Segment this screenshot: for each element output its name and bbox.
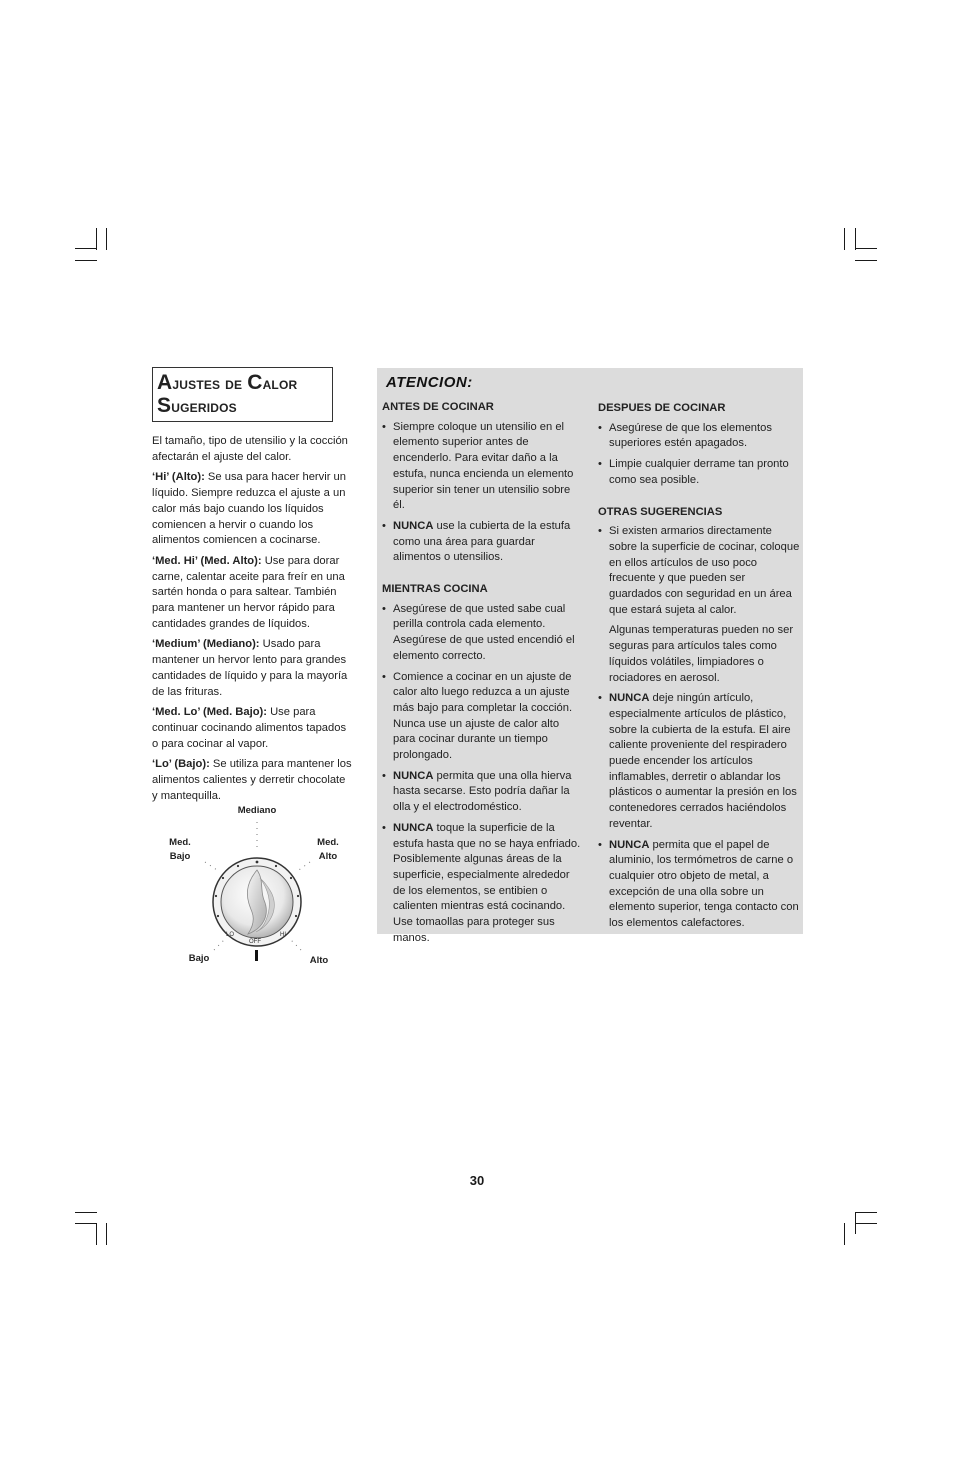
list-item: • NUNCA deje ningún artículo, especialmente artículos de plástico, sobre la cubierta de la estufa. El aire caliente proveniente del respiradero puede encender los artículos inflamables, derretir o ablandar los plásticos o aumentar la presión en los contenedores cerrados haciéndolos reventar. (598, 691, 800, 832)
crop-mark (75, 1223, 97, 1224)
crop-mark (855, 1212, 877, 1213)
dial-hi-label: HI (280, 932, 286, 938)
setting-med-lo: ‘Med. Lo’ (Med. Bajo): Use para continuar cocinando alimentos tapados o para cocinar al vapor. (152, 706, 347, 750)
section-title: Ajustes de Calor Sugeridos (152, 367, 333, 422)
label-med-alto: Med. Alto (317, 837, 339, 862)
dial-lo-label: LO (226, 932, 235, 938)
control-knob-diagram (160, 800, 360, 975)
caution-panel (377, 368, 803, 944)
crop-mark (855, 260, 877, 261)
caution-left-column (382, 400, 584, 961)
otras-heading: OTRAS SUGERENCIAS (598, 505, 723, 518)
crop-mark (844, 1223, 845, 1245)
label-med-bajo: Med. Bajo (169, 837, 191, 862)
list-item: • Comience a cocinar en un ajuste de calor alto luego reduzca a un ajuste más bajo para completar la cocción. Nunca use un ajuste de calor alto para cocinar durante un tiempo prolongado. (382, 670, 584, 764)
setting-med-hi: ‘Med. Hi’ (Med. Alto): Use para dorar carne, calentar aceite para freír en una sartén honda o para saltear. También para mantener un hervor rápido para cantidades grandes de líquidos. (152, 554, 345, 630)
crop-mark (106, 1223, 107, 1245)
list-item-continued: Algunas temperaturas pueden no ser seguras para artículos tales como líquidos volátiles, limpiadores o rociadores en aerosol. (609, 624, 794, 684)
crop-mark (855, 248, 877, 249)
setting-medium: ‘Medium’ (Mediano): Usado para mantener un hervor lento para grandes cantidades de líquido y para la mayoría de las frituras. (152, 638, 348, 698)
intro-paragraph: El tamaño, tipo de utensilio y la cocción afectarán el ajuste del calor. (152, 435, 348, 463)
crop-mark (96, 228, 97, 250)
caution-heading: ATENCION: (386, 374, 473, 391)
crop-mark (855, 1212, 856, 1234)
list-item: • Asegúrese de que usted sabe cual perilla controla cada elemento. Asegúrese de que usted encendió el elemento correcto. (382, 602, 584, 665)
setting-hi: ‘Hi’ (Alto): Se usa para hacer hervir un líquido. Siempre reduzca el ajuste a un calor más bajo cuando los líquidos comiencen a hervir o cuando los alimentos comiencen a cocinarse. (152, 471, 346, 547)
crop-mark (106, 228, 107, 250)
mientras-heading: MIENTRAS COCINA (382, 583, 488, 596)
despues-heading: DESPUES DE COCINAR (598, 402, 726, 414)
antes-heading: ANTES DE COCINAR (382, 401, 494, 413)
knob-icon (160, 800, 360, 975)
label-mediano: Mediano (237, 805, 277, 816)
list-item: • Limpie cualquier derrame tan pronto como sea posible. (598, 457, 800, 488)
crop-mark (844, 228, 845, 250)
setting-lo: ‘Lo’ (Bajo): Se utiliza para mantener los alimentos calientes y derretir chocolate y mantequilla. (152, 758, 352, 802)
list-item: • Siempre coloque un utensilio en el elemento superior antes de encenderlo. Para evitar daño a la estufa, nunca encienda un elemento superior sin tener un utensilio sobre él. (382, 420, 584, 514)
list-item: • Si existen armarios directamente sobre la superficie de cocinar, coloque en ellos artículos de uso poco frecuente y que pueden ser guardados con seguridad en un área que estará sujeta al calor. (598, 524, 800, 618)
crop-mark (75, 1212, 97, 1213)
crop-mark (96, 1223, 97, 1245)
page-number: 30 (469, 1173, 485, 1188)
caution-right-column (598, 401, 800, 946)
list-item: • NUNCA permita que una olla hierva hasta secarse. Esto podría dañar la olla y el electrodoméstico. (382, 769, 584, 816)
crop-mark (75, 260, 97, 261)
list-item: • NUNCA use la cubierta de la estufa como una área para guardar alimentos o utensilios. (382, 519, 584, 566)
heat-settings-text (152, 434, 352, 809)
label-alto: Alto (309, 955, 329, 966)
list-item: • NUNCA permita que el papel de aluminio, los termómetros de carne o cualquier otro objeto de metal, a excepción de una olla sobre un elemento superior, tenga contacto con los elementos calefactores. (598, 838, 800, 932)
label-bajo: Bajo (188, 953, 210, 964)
crop-mark (75, 248, 97, 249)
list-item: • Asegúrese de que los elementos superiores estén apagados. (598, 421, 800, 452)
list-item: • NUNCA toque la superficie de la estufa hasta que no se haya enfriado. Posiblemente algunas áreas de la superficie, especialmente alrededor de los elementos, se entibien o calienten mientras está cocinando. Use tomaollas para proteger sus manos. (382, 821, 584, 947)
dial-off-label: OFF (249, 939, 261, 945)
crop-mark (855, 228, 856, 250)
crop-mark (855, 1223, 877, 1224)
